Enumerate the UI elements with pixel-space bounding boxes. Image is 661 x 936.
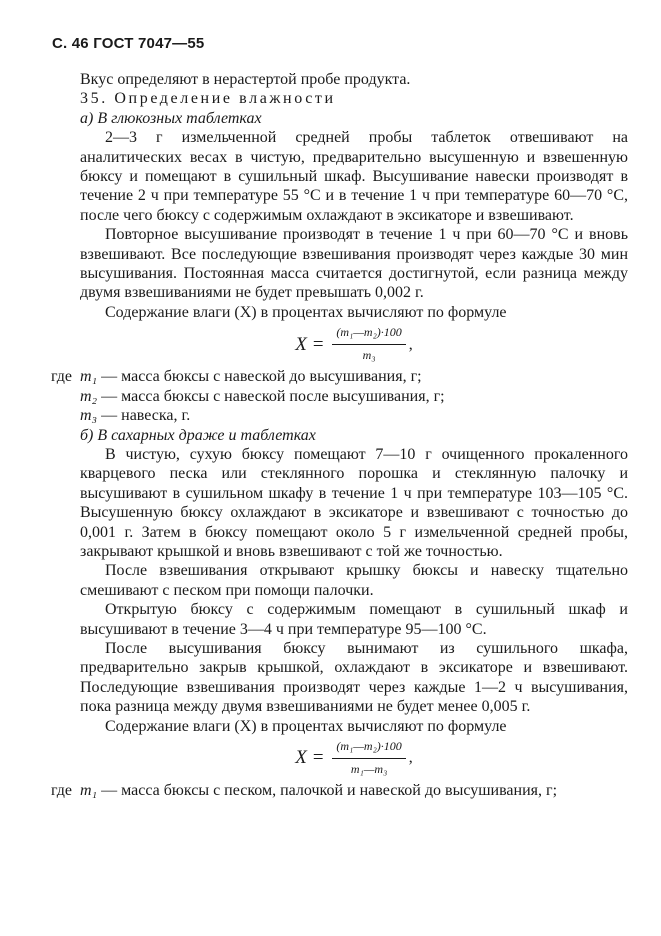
legend-symbol: m₁ xyxy=(80,782,98,799)
legend-key: где xyxy=(51,368,73,386)
formula-2-denominator: m₁—m₃ xyxy=(350,761,388,776)
subsection-b-heading: б) В сахарных драже и таблетках xyxy=(80,426,316,444)
paragraph-repeat-drying: Повторное высушивание производят в течение 1 ч при 60—70 °С и вновь взвешивают. Все последующие взвешивания производят через каждые 30 мин высушивания. Постоянная масса считается достигнутой, если разница между двумя взвешиваниями не будет превышать 0,002 г. xyxy=(80,226,628,302)
legend-row xyxy=(51,367,628,386)
variable-legend-2 xyxy=(51,781,628,800)
legend-definition: — масса бюксы с навеской до высушивания, г; xyxy=(101,368,422,386)
formula-1-numerator: (m₁—m₂)·100 xyxy=(332,323,405,344)
document-body xyxy=(51,70,628,800)
legend-definition: — навеска, г. xyxy=(101,407,191,425)
legend-definition: — масса бюксы с навеской после высушивания, г; xyxy=(101,387,445,405)
subsection-a-heading: а) В глюкозных таблетках xyxy=(80,109,262,127)
paragraph-mixing: После взвешивания открывают крышку бюксы и навеску тщательно смешивают с песком при помощи палочки. xyxy=(80,562,628,599)
legend-symbol: m₁ xyxy=(80,368,98,386)
formula-1-fraction xyxy=(332,323,405,365)
legend-symbol: m₂ xyxy=(80,387,98,405)
moisture-formula-1 xyxy=(80,324,628,364)
paragraph-cooling: После высушивания бюксу вынимают из сушильного шкафа, предварительно закрыв крышкой, охлаждают в эксикаторе и взвешивают. Последующие взвешивания производят через каждые 1—2 ч высушивания, пока разница между двумя взвешиваниями не будет менее 0,005 г. xyxy=(80,639,628,716)
legend-definition: — масса бюксы с песком, палочкой и навеской до высушивания, г; xyxy=(101,782,558,799)
paragraph-drying: Открытую бюксу с содержимым помещают в сушильный шкаф и высушивают в течение 3—4 ч при температуре 95—100 °С. xyxy=(80,601,628,638)
formula-1-denominator: m₃ xyxy=(362,347,376,362)
formula-2-trail: , xyxy=(408,749,413,767)
formula-1-trail: , xyxy=(408,335,413,353)
formula-2-numerator: (m₁—m₂)·100 xyxy=(332,737,405,758)
legend-row xyxy=(80,387,628,406)
paragraph-weighing: 2—3 г измельченной средней пробы таблеток отвешивают на аналитических весах в чистую, предварительно высушенную и взвешенную бюксу и помещают в сушильный шкаф. Высушивание навески производят в течение 2 ч при температуре 55 °С и в течение 1 ч при температуре 60—70 °С, после чего бюксу с содержимым охлаждают в эксикаторе и взвешивают. xyxy=(80,129,628,224)
paragraph-formula-intro-1: Содержание влаги (X) в процентах вычисляют по формуле xyxy=(105,303,507,321)
formula-2-lhs: X = xyxy=(295,747,325,769)
page-header: С. 46 ГОСТ 7047—55 xyxy=(52,35,205,52)
formula-2-fraction xyxy=(332,737,405,779)
formula-1-lhs: X = xyxy=(295,333,325,355)
variable-legend-1 xyxy=(51,367,628,425)
legend-row xyxy=(80,406,628,425)
moisture-formula-2 xyxy=(80,738,628,778)
section-heading: 35. Определение влажности xyxy=(80,90,336,108)
paragraph-sand-prep: В чистую, сухую бюксу помещают 7—10 г очищенного прокаленного кварцевого песка или стеклянного порошка и стеклянную палочку и высушивают в сушильном шкафу в течение 1 ч при температуре 103—105 °С. Высушенную бюксу охлаждают в эксикаторе и взвешивают с точностью до 0,001 г. Затем в бюксу помещают около 5 г измельченной средней пробы, закрывают крышкой и вновь взвешивают с той же точностью. xyxy=(80,445,628,560)
paragraph-taste: Вкус определяют в нерастертой пробе продукта. xyxy=(80,71,411,88)
legend-symbol: m₃ xyxy=(80,407,98,425)
paragraph-formula-intro-2: Содержание влаги (X) в процентах вычисляют по формуле xyxy=(105,717,507,735)
legend-key: где xyxy=(51,782,73,799)
